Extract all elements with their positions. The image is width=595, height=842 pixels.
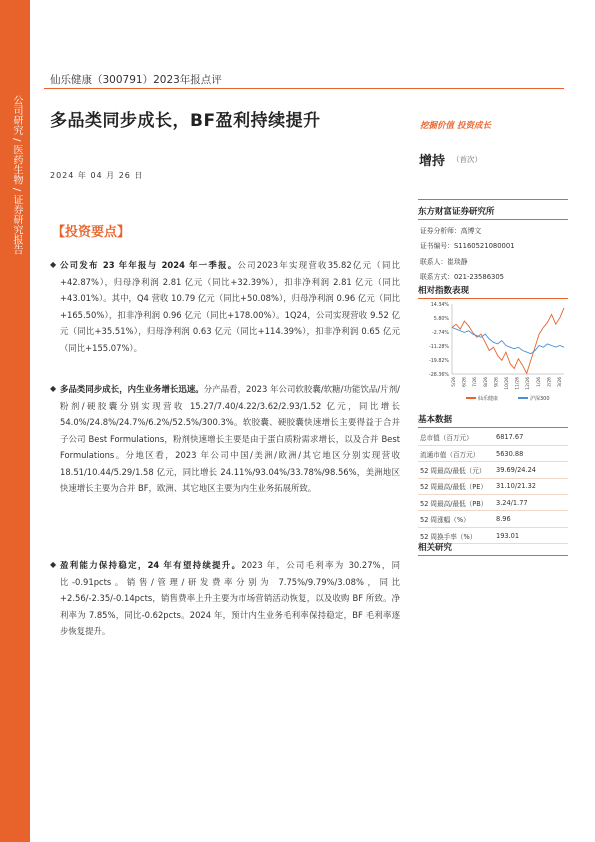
basic-data-key: 52 周最高/最低（元） — [418, 462, 496, 478]
report-title: 多品类同步成长，BF盈利持续提升 — [50, 111, 321, 131]
x-tick-label: 5/26 — [452, 377, 457, 387]
basic-data-key: 总市值（百万元） — [418, 429, 496, 445]
contact-phone: 联系方式：021-23586305 — [420, 273, 505, 281]
x-tick-label: 2/26 — [547, 377, 553, 387]
x-tick-label: 12/26 — [526, 377, 532, 390]
basic-data-key: 52 周最高/最低（PE） — [418, 478, 496, 494]
basic-data-row — [418, 445, 568, 461]
sidebar-text: 公司研究 / 医药生物 / 证券研究报告 — [11, 95, 22, 255]
y-tick-label: -19.82% — [428, 359, 449, 364]
chart-title: 相对指数表现 — [418, 284, 568, 299]
paragraph-1-lead: 公司发布 23 年年报与 2024 年一季报。 — [60, 260, 238, 270]
basic-data-row — [418, 429, 568, 445]
rating: 增持 — [419, 154, 446, 169]
paragraph-3 — [50, 557, 400, 640]
relative-index-chart — [418, 298, 570, 404]
x-tick-label: 11/26 — [515, 377, 521, 390]
basic-data-key: 52 周涨幅（%） — [418, 511, 496, 527]
legend-label: 沪深300 — [530, 396, 550, 402]
basic-data-key: 52 周换手率（%） — [418, 527, 496, 543]
series-line-stock — [452, 308, 564, 374]
basic-data-key: 52 周最高/最低（PB） — [418, 495, 496, 511]
paragraph-2 — [50, 381, 400, 497]
header-divider — [44, 88, 564, 89]
x-tick-label: 3/26 — [558, 377, 563, 387]
bullet-icon: ◆ — [50, 384, 57, 393]
basic-data-row — [418, 478, 568, 494]
y-tick-label: 14.34% — [430, 303, 449, 308]
company-line: 仙乐健康（300791）2023年报点评 — [50, 74, 222, 86]
slogan: 挖掘价值 投资成长 — [420, 121, 491, 131]
basic-data-value: 8.96 — [496, 511, 568, 527]
basic-data-title: 基本数据 — [418, 413, 568, 428]
related-research-title: 相关研究 — [418, 541, 568, 556]
legend-label: 仙乐健康 — [478, 396, 499, 402]
paragraph-2-lead: 多品类同步成长，内生业务增长迅速。 — [60, 384, 204, 394]
y-tick-label: -28.36% — [428, 373, 449, 378]
x-tick-label: 9/26 — [494, 377, 500, 387]
x-tick-label: 6/26 — [462, 377, 468, 387]
x-tick-label: 1/26 — [536, 377, 542, 387]
paragraph-2-body: 分产品看，2023 年公司软胶囊/软糖/功能饮品/片剂/粉剂/硬胶囊分别实现营收 15.27/7.40/4.22/3.62/2.93/1.52 亿元，同比增长 54.0%/24.8%/24.7%/6.2%/52.5%/300.3%。软胶囊、硬胶囊快速增长主要得益于合并子公司 Best Formulations，粉剂快速增长主要是由于蛋白质粉需求增长，以及合并 Best Formulations。分地区看，2023 年公司中国/美洲/欧洲/其它地区分别实现营收 18.51/10.44/5.29/1.58 亿元，同比增长 24.11%/93.04%/33.78%/98.56%，美洲地区快速增长主要为合并 BF，欧洲、其它地区主要为内生业务拓展所致。 — [60, 384, 400, 493]
y-tick-label: -11.28% — [428, 345, 449, 350]
contact-person: 联系人：崔琰静 — [420, 258, 468, 266]
series-line-index — [452, 328, 564, 354]
institute-name: 东方财富证券研究所 — [418, 205, 568, 220]
analyst: 证券分析师：高博文 — [420, 227, 482, 235]
certificate-number: 证书编号：S1160521080001 — [420, 242, 515, 250]
basic-data-value: 31.10/21.32 — [496, 478, 568, 494]
basic-data-table — [418, 429, 568, 544]
basic-data-key: 流通市值（百万元） — [418, 445, 496, 461]
bullet-icon: ◆ — [50, 260, 57, 269]
paragraph-1-body: 公司2023年实现营收35.82亿元（同比+42.87%），归母净利润 2.81 亿元（同比+32.39%），扣非净利润 2.81 亿元（同比+43.01%）。其中，Q4 营收 10.79 亿元（同比+50.08%），归母净利润 0.96 亿元（同比+165.50%），扣非净利润 0.96 亿元（同比+178.00%）。1Q24，公司实现营收 9.52 亿元（同比+35.51%），归母净利润 0.63 亿元（同比+114.39%），扣非净利润 0.65 亿元（同比+155.07%）。 — [60, 260, 400, 353]
bullet-icon: ◆ — [50, 560, 57, 569]
basic-data-row — [418, 511, 568, 527]
chart-svg — [418, 298, 570, 404]
x-tick-label: 7/26 — [473, 377, 479, 387]
report-date: 2024 年 04 月 26 日 — [50, 171, 144, 180]
paragraph-3-body: 2023 年，公司毛利率为 30.27%，同比-0.91pcts。销售/管理/研发费率分别为 7.75%/9.79%/3.08%，同比+2.56/-2.35/-0.14pcts，销售费率上升主要为市场营销活动恢复，以及收购 BF 所致。净利率为 7.85%，同比-0.62pcts。2024 年，预计内生业务毛利率保持稳定，BF 毛利率逐步恢复提升。 — [60, 560, 400, 636]
sidebar — [0, 0, 30, 842]
basic-data-value: 6817.67 — [496, 429, 568, 445]
y-tick-label: 5.80% — [433, 317, 449, 322]
y-tick-label: -2.74% — [432, 331, 449, 336]
x-tick-label: 8/26 — [483, 377, 489, 387]
basic-data-value: 193.01 — [496, 527, 568, 543]
institute-divider-top — [418, 199, 568, 200]
basic-data-row — [418, 495, 568, 511]
basic-data-row — [418, 462, 568, 478]
basic-data-value: 5630.88 — [496, 445, 568, 461]
paragraph-1 — [50, 257, 400, 356]
basic-data-value: 39.69/24.24 — [496, 462, 568, 478]
basic-data-value: 3.24/1.77 — [496, 495, 568, 511]
rating-note: （首次） — [452, 155, 482, 164]
paragraph-3-lead: 盈利能力保持稳定，24 年有望持续提升。 — [60, 560, 242, 570]
section-title: 【投资要点】 — [52, 225, 131, 240]
x-tick-label: 10/26 — [505, 377, 510, 390]
